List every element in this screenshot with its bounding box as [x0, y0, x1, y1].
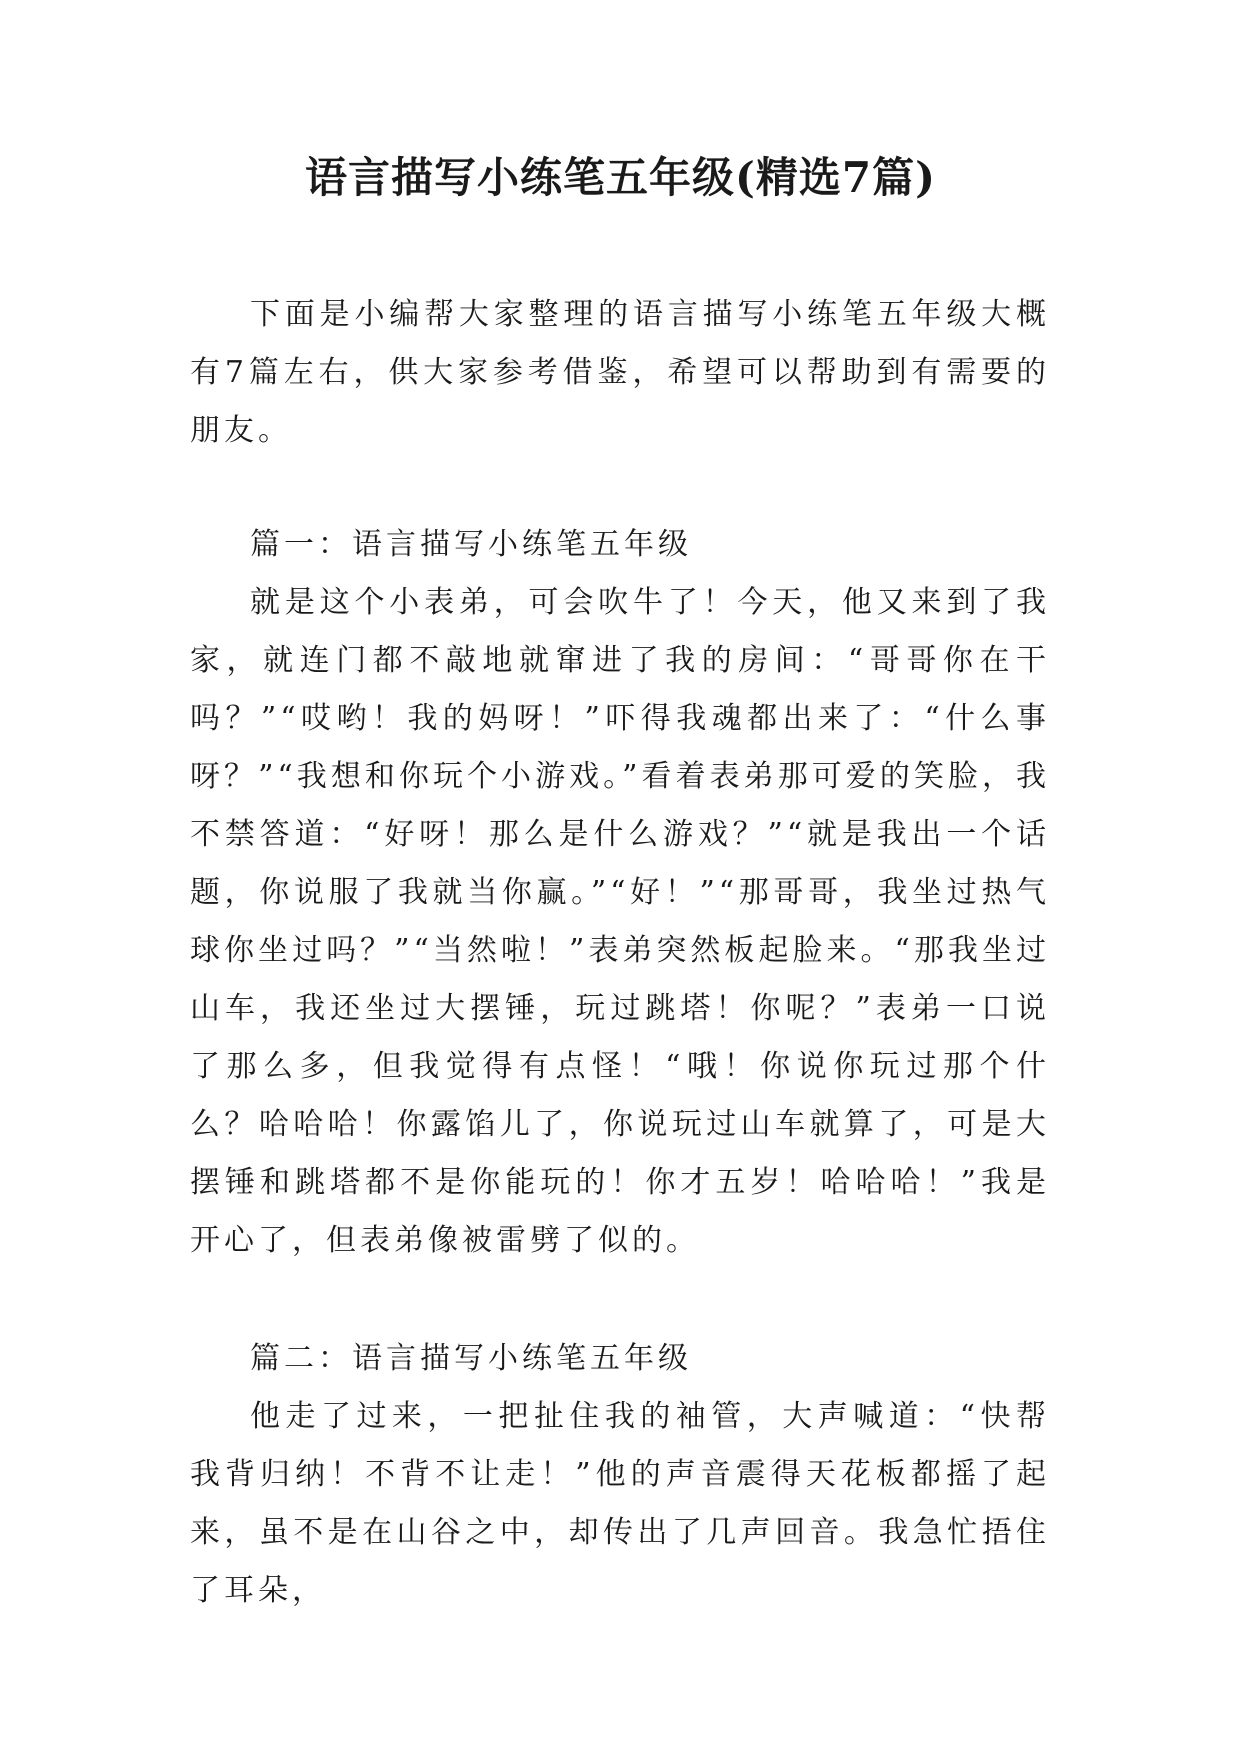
section-paragraph: 就是这个小表弟，可会吹牛了！今天，他又来到了我家，就连门都不敲地就窜进了我的房间：“哥哥你在干吗？”“哎哟！我的妈呀！”吓得我魂都出来了：“什么事呀？”“我想和你玩个小游戏。”看着表弟那可爱的笑脸，我不禁答道：“好呀！那么是什么游戏？”“就是我出一个话题，你说服了我就当你赢。”“好！”“那哥哥，我坐过热气球你坐过吗？”“当然啦！”表弟突然板起脸来。“那我坐过山车，我还坐过大摆锤，玩过跳塔！你呢？”表弟一口说了那么多，但我觉得有点怪！“哦！你说你玩过那个什么？哈哈哈！你露馅儿了，你说玩过山车就算了，可是大摆锤和跳塔都不是你能玩的！你才五岁！哈哈哈！”我是开心了，但表弟像被雷劈了似的。 — [190, 585, 1050, 1258]
intro-paragraph: 下面是小编帮大家整理的语言描写小练笔五年级大概有7篇左右，供大家参考借鉴，希望可以帮助到有需要的朋友。 — [190, 297, 1050, 448]
section-1 — [190, 516, 1050, 1270]
document-title: 语言描写小练笔五年级(精选7篇) — [305, 153, 936, 202]
intro-block — [190, 286, 1050, 460]
section-paragraph: 他走了过来，一把扯住我的袖管，大声喊道：“快帮我背归纳！不背不让走！”他的声音震得天花板都摇了起来，虽不是在山谷之中，却传出了几声回音。我急忙捂住了耳朵， — [190, 1399, 1050, 1608]
section-heading: 篇二：语言描写小练笔五年级 — [250, 1341, 692, 1376]
section-2 — [190, 1330, 1050, 1620]
section-heading: 篇一：语言描写小练笔五年级 — [250, 527, 692, 562]
